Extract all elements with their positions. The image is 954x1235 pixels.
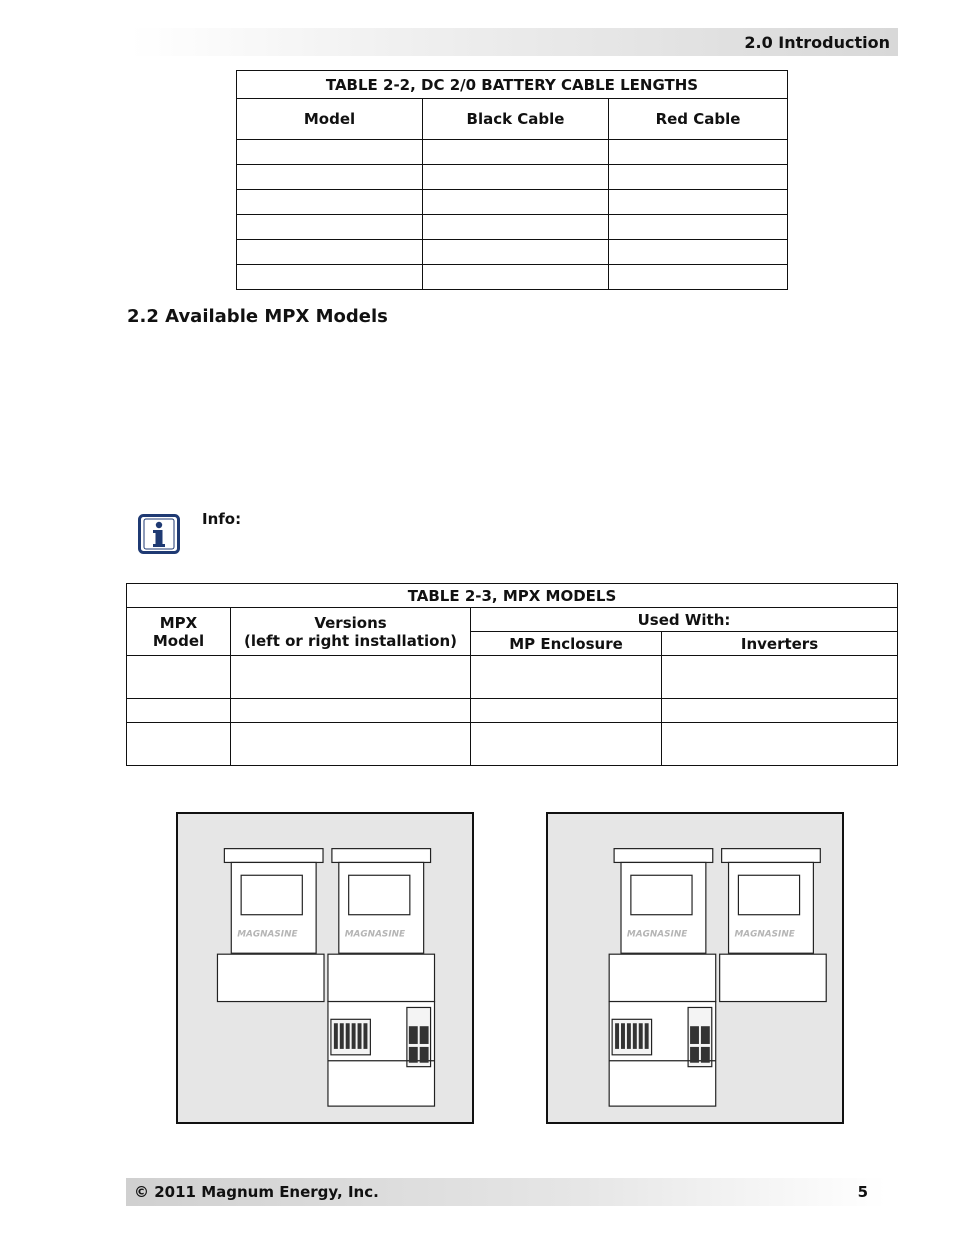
- column-header-red-cable: Red Cable: [609, 99, 788, 140]
- table-cell: [231, 699, 471, 723]
- table-cell: [231, 723, 471, 766]
- table-cell: [237, 215, 423, 240]
- table-row: [237, 165, 788, 190]
- inverter-logo: MAGNASINE: [344, 929, 406, 940]
- table-cell: [662, 723, 898, 766]
- table-cell: [609, 215, 788, 240]
- table-row: [237, 215, 788, 240]
- table-cell: [237, 165, 423, 190]
- footer-copyright: © 2011 Magnum Energy, Inc.: [134, 1183, 379, 1201]
- table-cell: [471, 699, 662, 723]
- table-row: [127, 699, 898, 723]
- table-row: [127, 656, 898, 699]
- table-caption: TABLE 2-3, MPX MODELS: [127, 584, 898, 608]
- table-row: [237, 190, 788, 215]
- column-header-mp-enclosure: MP Enclosure: [471, 632, 662, 656]
- table-cell: [609, 165, 788, 190]
- table-cell: [423, 165, 609, 190]
- info-label: Info:: [202, 510, 242, 528]
- table-cell: [609, 140, 788, 165]
- table-row: [127, 723, 898, 766]
- table-row: [237, 240, 788, 265]
- inverter-logo: MAGNASINE: [734, 929, 795, 940]
- table-cell: [237, 240, 423, 265]
- table-cell: [609, 240, 788, 265]
- column-header-black-cable: Black Cable: [423, 99, 609, 140]
- table-cell: [662, 699, 898, 723]
- table-cell: [127, 656, 231, 699]
- table-cell: [237, 190, 423, 215]
- inverter-logo: MAGNASINE: [626, 929, 688, 940]
- table-cell: [127, 699, 231, 723]
- inverter-logo: MAGNASINE: [237, 929, 298, 940]
- table-cell: [237, 265, 423, 290]
- table-cell: [471, 656, 662, 699]
- footer-bar: [126, 1178, 886, 1206]
- battery-cable-table: [236, 70, 788, 290]
- table-cell: [127, 723, 231, 766]
- section-title: 2.0 Introduction: [744, 33, 890, 52]
- column-header-mpx-model: MPX Model: [127, 608, 231, 656]
- figure-mpx-left-install: [176, 812, 474, 1124]
- section-heading: 2.2 Available MPX Models: [127, 306, 388, 327]
- table-cell: [423, 190, 609, 215]
- table-cell: [609, 265, 788, 290]
- table-cell: [662, 656, 898, 699]
- table-caption: TABLE 2-2, DC 2/0 BATTERY CABLE LENGTHS: [237, 71, 788, 99]
- table-cell: [237, 140, 423, 165]
- table-cell: [471, 723, 662, 766]
- mpx-models-table: [126, 583, 898, 766]
- column-header-model: Model: [237, 99, 423, 140]
- figure-mpx-right-install: [546, 812, 844, 1124]
- page-number: 5: [857, 1183, 868, 1201]
- column-header-used-with: Used With:: [471, 608, 898, 632]
- table-cell: [231, 656, 471, 699]
- table-row: [237, 265, 788, 290]
- table-row: [237, 140, 788, 165]
- header-bar: [130, 28, 898, 56]
- table-cell: [423, 140, 609, 165]
- column-header-inverters: Inverters: [662, 632, 898, 656]
- column-header-versions: Versions (left or right installation): [231, 608, 471, 656]
- table-cell: [609, 190, 788, 215]
- info-icon: [138, 514, 180, 554]
- table-cell: [423, 265, 609, 290]
- table-cell: [423, 215, 609, 240]
- table-cell: [423, 240, 609, 265]
